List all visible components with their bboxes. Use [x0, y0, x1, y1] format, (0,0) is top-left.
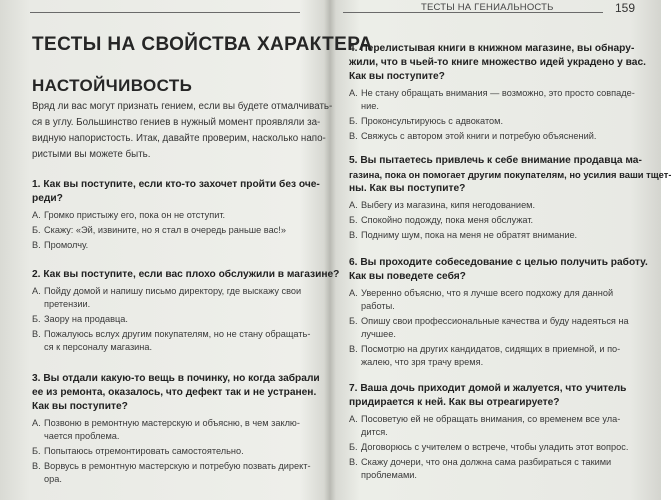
- answer-option-b: Б. Спокойно подожду, пока меня обслужат.: [349, 215, 534, 225]
- answer-option-a: А. Позвоню в ремонтную мастерскую и объясню, в чем заклю- чается проблема.: [32, 418, 300, 441]
- intro-line: видную напористость. Итак, давайте проверим, насколько напо-: [32, 133, 326, 144]
- question-text: 4. Перелистывая книги в книжном магазине, вы обнару- жили, что в чьей-то книге множество идей украдено у вас. Как вы поступите?: [349, 43, 646, 82]
- right-page: [331, 0, 671, 500]
- question-text: 2. Как вы поступите, если вас плохо обслужили в магазине?: [32, 269, 340, 280]
- section-title: ТЕСТЫ НА СВОЙСТВА ХАРАКТЕРА: [32, 34, 373, 55]
- intro-line: ся в углу. Большинство гениев в нужный момент проявляли за-: [32, 117, 321, 128]
- intro-line: ристыми вы можете быть.: [32, 149, 151, 160]
- answer-option-c: В. Свяжусь с автором этой книги и потребую объяснений.: [349, 131, 597, 141]
- answer-option-a: А. Пойду домой и напишу письмо директору, где выскажу свои претензии.: [32, 286, 302, 309]
- question-1: [32, 178, 320, 254]
- answer-option-b: Б. Заору на продавца.: [32, 314, 128, 324]
- answer-option-c: В. Промолчу.: [32, 240, 89, 250]
- answer-option-a: А. Громко пристыжу его, пока он не отступит.: [32, 210, 226, 220]
- question-text: 7. Ваша дочь приходит домой и жалуется, что учитель придирается к ней. Как вы отреагируете?: [349, 383, 627, 408]
- answer-option-c: В. Подниму шум, пока на меня не обратят внимание.: [349, 230, 578, 240]
- question-4: [349, 42, 645, 145]
- header-rule: [30, 12, 300, 13]
- answer-option-a: А. Посоветую ей не обращать внимания, со временем все ула- дится.: [349, 414, 621, 437]
- answer-option-b: Б. Попытаюсь отремонтировать самостоятельно.: [32, 446, 244, 456]
- question-text: 1. Как вы поступите, если кто-то захочет пройти без оче- реди?: [32, 179, 320, 204]
- question-3: [32, 372, 320, 488]
- answer-option-c: В. Пожалуюсь вслух другим покупателям, но не стану обращать- ся к персоналу магазина.: [32, 329, 311, 352]
- question-text: 6. Вы проходите собеседование с целью получить работу. Как вы поведете себя?: [349, 257, 648, 282]
- question-6: [349, 256, 648, 371]
- answer-option-c: В. Посмотрю на других кандидатов, сидящих в приемной, и по- жалею, что зря трачу время.: [349, 344, 621, 367]
- answer-option-b: Б. Договорюсь с учителем о встрече, чтобы уладить этот вопрос.: [349, 442, 629, 452]
- page-number: 159: [615, 1, 636, 15]
- answer-option-b: Б. Опишу свои профессиональные качества и буду надеяться на лучшее.: [349, 316, 629, 339]
- answer-option-a: А. Уверенно объясню, что я лучше всего подхожу для данной работы.: [349, 288, 614, 311]
- question-5: [349, 154, 671, 244]
- subsection-title: НАСТОЙЧИВОСТЬ: [32, 76, 193, 95]
- question-2: [32, 268, 340, 356]
- answer-option-a: А. Выбегу из магазина, кипя негодованием.: [349, 200, 536, 210]
- answer-option-c: В. Скажу дочери, что она должна сама разбираться с такими проблемами.: [349, 457, 612, 480]
- intro-line: Вряд ли вас могут признать гением, если вы будете отмалчивать-: [32, 101, 333, 112]
- answer-option-a: А. Не стану обращать внимания — возможно, это просто совпаде- ние.: [349, 88, 635, 111]
- answer-option-c: В. Ворвусь в ремонтную мастерскую и потребую позвать директ- ора.: [32, 461, 311, 484]
- question-7: [349, 382, 645, 484]
- intro-paragraph: [32, 99, 333, 163]
- question-text: 3. Вы отдали какую-то вещь в починку, но когда забрали ее из ремонта, оказалось, что дефект так и не устранен. Как вы поступите?: [32, 373, 320, 412]
- question-text: 5. Вы пытаетесь привлечь к себе внимание продавца ма- газина, пока он помогает другим покупателям, но усилия ваши тщет- ны. Как вы поступите?: [349, 155, 671, 194]
- answer-option-b: Б. Проконсультируюсь с адвокатом.: [349, 116, 504, 126]
- running-head: ТЕСТЫ НА ГЕНИАЛЬНОСТЬ: [421, 2, 554, 13]
- answer-option-b: Б. Скажу: «Эй, извините, но я стал в очередь раньше вас!»: [32, 225, 286, 235]
